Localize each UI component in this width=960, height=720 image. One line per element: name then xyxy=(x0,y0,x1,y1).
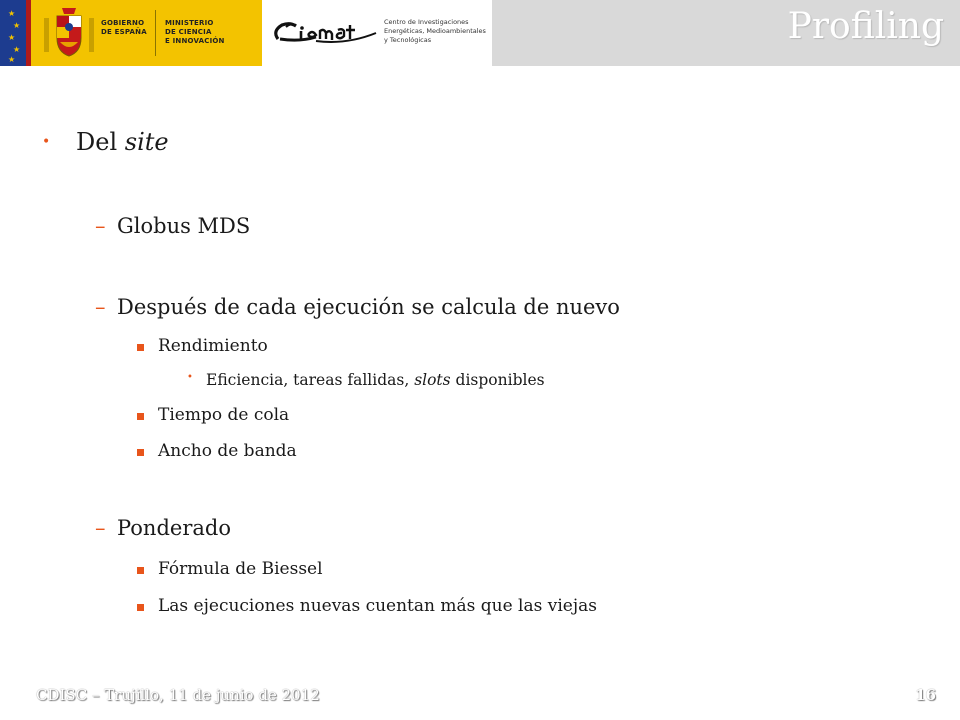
bullet-dot-icon: • xyxy=(187,372,193,383)
heading-del-site xyxy=(76,128,169,156)
heading-emphasis: site xyxy=(124,128,169,156)
list-item-ejecuciones: Las ejecuciones nuevas cuentan más que las viejas xyxy=(158,596,597,616)
square-bullet-icon xyxy=(137,567,144,574)
coat-of-arms-icon xyxy=(40,4,98,62)
dash-bullet-icon: – xyxy=(95,214,106,238)
government-logo-block xyxy=(0,0,262,66)
heading-text: Del xyxy=(76,128,125,156)
list-item-rendimiento: Rendimiento xyxy=(158,336,268,356)
logo-divider xyxy=(155,10,156,56)
list-item-ponderado: Ponderado xyxy=(117,516,231,540)
square-bullet-icon xyxy=(137,604,144,611)
dash-bullet-icon: – xyxy=(95,295,106,319)
header-band xyxy=(0,0,960,66)
list-item-globus: Globus MDS xyxy=(117,214,251,238)
square-bullet-icon xyxy=(137,344,144,351)
square-bullet-icon xyxy=(137,413,144,420)
list-item-formula: Fórmula de Biessel xyxy=(158,559,323,579)
ciemat-logo-icon xyxy=(272,17,384,47)
government-name: GOBIERNO DE ESPAÑA xyxy=(101,19,147,36)
bullet-dot-icon: • xyxy=(42,134,51,150)
ministry-name: MINISTERIO DE CIENCIA E INNOVACIÓN xyxy=(165,19,225,45)
slide-title: Profiling xyxy=(787,6,944,47)
dash-bullet-icon: – xyxy=(95,516,106,540)
list-item-despues: Después de cada ejecución se calcula de nuevo xyxy=(117,295,620,319)
ciemat-name: Centro de Investigaciones Energéticas, Medioambientales y Tecnológicas xyxy=(384,18,486,44)
page-number: 16 xyxy=(915,686,936,704)
slots-emphasis: slots xyxy=(414,371,451,389)
ciemat-logo-block xyxy=(262,0,492,66)
list-item-eficiencia: Eficiencia, tareas fallidas, slots disponibles xyxy=(206,371,545,389)
square-bullet-icon xyxy=(137,449,144,456)
list-item-ancho: Ancho de banda xyxy=(158,441,297,461)
eu-flag-icon: ★ ★ ★ ★ ★ xyxy=(0,0,26,66)
footer-event: CDISC – Trujillo, 11 de junio de 2012 xyxy=(36,686,320,704)
flag-edge xyxy=(26,0,31,66)
list-item-tiempo: Tiempo de cola xyxy=(158,405,290,425)
